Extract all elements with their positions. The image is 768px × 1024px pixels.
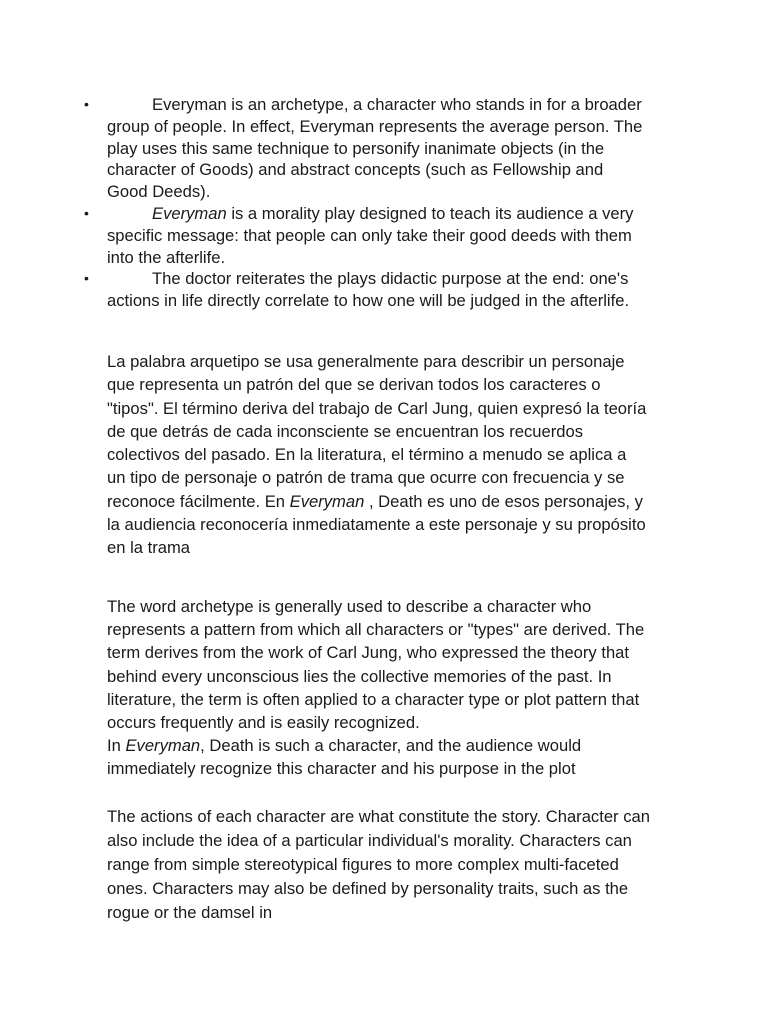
bullet-italic-title: Everyman bbox=[152, 203, 227, 223]
list-item bbox=[84, 268, 644, 312]
english-paragraph-line-prefix: In bbox=[107, 736, 126, 756]
bullet-marker: • bbox=[84, 204, 89, 221]
bullet-list bbox=[84, 94, 644, 312]
character-paragraph bbox=[107, 805, 652, 925]
english-paragraph bbox=[107, 595, 652, 781]
english-paragraph-text: The word archetype is generally used to describe a character who represents a pattern from which all characters or "types" are derived. The term derives from the work of Carl Jung, who expressed the theory that behind every unconscious lies the collective memories of the past. In literature, the term is often applied to a character type or plot pattern that occurs frequently and is easily recognized. bbox=[107, 597, 645, 733]
english-paragraph-text-end: , Death is such a character, and the audience would immediately recognize this character and his purpose in the plot bbox=[107, 736, 582, 779]
list-item bbox=[84, 94, 644, 203]
bullet-marker: • bbox=[84, 96, 89, 112]
spanish-paragraph-italic: Everyman bbox=[289, 491, 365, 511]
character-paragraph-text: The actions of each character are what constitute the story. Character can also include the idea of a particular individual's morality. Characters can range from simple stereotypical figures to more complex multi-faceted ones. Characters may also be defined by personality traits, such as the rogue or the damsel in bbox=[107, 807, 650, 922]
bullet-marker: • bbox=[84, 270, 89, 287]
spanish-paragraph-text: La palabra arquetipo se usa generalmente para describir un personaje que representa un patrón del que se derivan todos los caracteres o "tipos". El término deriva del trabajo de Carl Jung, quien expresó la teoría de que detrás de cada inconsciente se encuentran los recuerdos colectivos del pasado. En la literatura, el término a menudo se aplica a un tipo de personaje o patrón de trama que ocurre con frecuencia y se reconoce fácilmente. En bbox=[107, 352, 647, 511]
bullet-text: The doctor reiterates the plays didactic purpose at the end: one's actions in life directly correlate to how one will be judged in the afterlife. bbox=[107, 269, 630, 311]
english-paragraph-italic: Everyman bbox=[125, 736, 201, 756]
list-item bbox=[84, 203, 644, 268]
spanish-paragraph-text-end: , Death es uno de esos personajes, y la audiencia reconocería inmediatamente a este personaje y su propósito en la trama bbox=[107, 491, 646, 558]
spanish-paragraph bbox=[107, 350, 647, 560]
bullet-text: Everyman is an archetype, a character who stands in for a broader group of people. In effect, Everyman represents the average person. The play uses this same technique to personify inanimate objects (in the character of Goods) and abstract concepts (such as Fellowship and Good Deeds). bbox=[107, 95, 643, 202]
bullet-text: is a morality play designed to teach its audience a very specific message: that people can only take their good deeds with them into the afterlife. bbox=[107, 203, 634, 267]
